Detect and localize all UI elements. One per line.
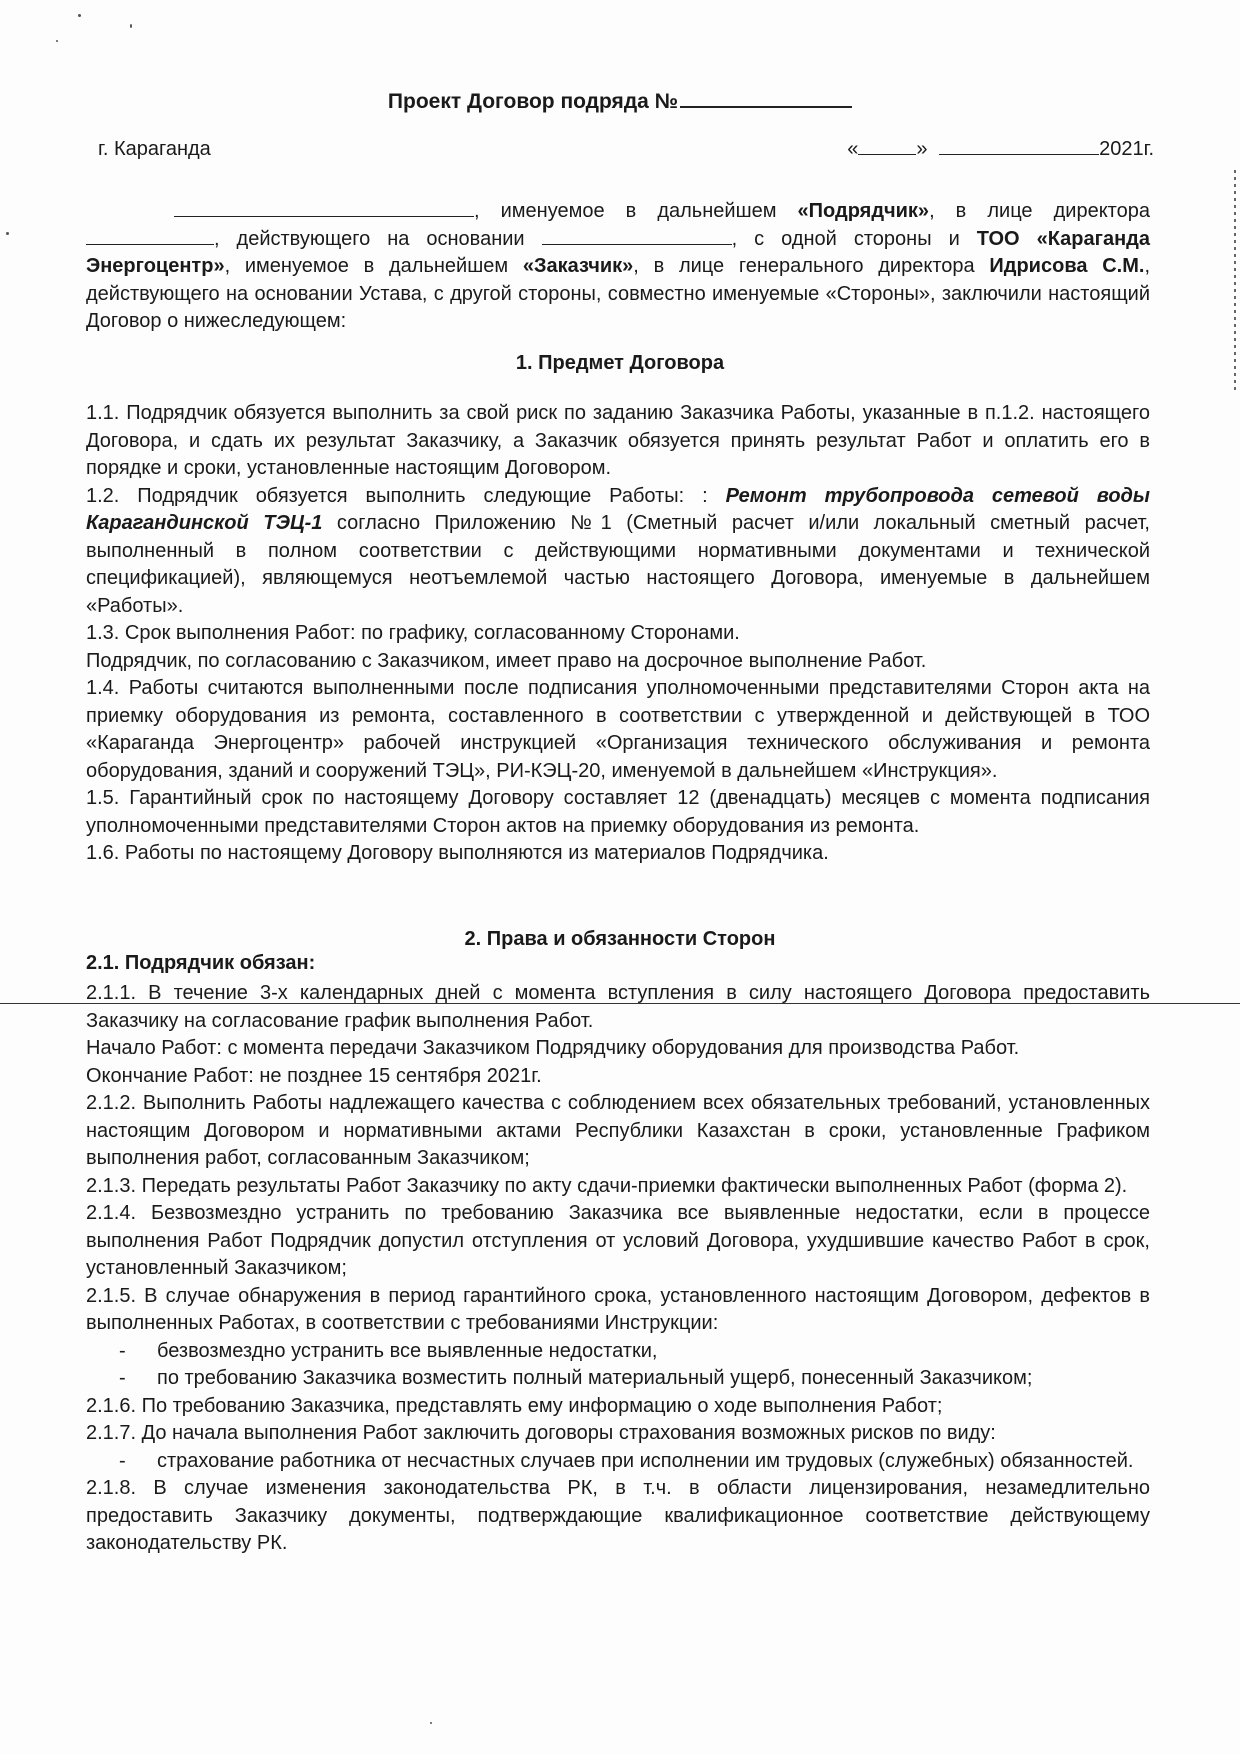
clause-2-1-4: 2.1.4. Безвозмездно устранить по требованию Заказчика все выявленные недостатки, если в процессе выполнения Работ Подрядчик допустил отступления от условий Договора, ухудшившие качество Работ в срок, установленный Заказчиком;: [86, 1202, 1150, 1279]
list-item: - по требованию Заказчика возместить полный материальный ущерб, понесенный Заказчиком;: [86, 1365, 1150, 1393]
month-blank: [939, 138, 1099, 155]
section-1-heading: 1. Предмет Договора: [515, 352, 725, 374]
clause-1-3: 1.3. Срок выполнения Работ: по графику, согласованному Сторонами.: [86, 622, 740, 644]
scan-speck: [130, 24, 132, 28]
director-name: Идрисова С.М.: [989, 255, 1145, 277]
day-blank: [858, 138, 916, 155]
basis-blank: [542, 228, 732, 245]
section-1-body: [86, 400, 1150, 868]
city: г. Караганда: [98, 138, 211, 160]
contractor-label: «Подрядчик»: [797, 200, 930, 222]
clause-1-2: [86, 483, 1150, 621]
clause-text: 1.2. Подрядчик обязуется выполнить следующие Работы: :: [86, 484, 726, 507]
scan-speck: [78, 14, 81, 17]
contractor-name-blank: [174, 200, 474, 217]
clause-2-1-7: 2.1.7. До начала выполнения Работ заключить договоры страхования возможных рисков по виду:: [86, 1422, 996, 1444]
clause-1-1: 1.1. Подрядчик обязуется выполнить за свой риск по заданию Заказчика Работы, указанные в п.1.2. настоящего Договора, и сдать их результат Заказчику, а Заказчик обязуется принять результат Работ и оплатить его в порядке и сроки, установленные настоящим Договором.: [86, 402, 1150, 479]
preamble-text: , с одной стороны и: [731, 227, 977, 250]
scan-speck: [56, 40, 58, 42]
list-item: - безвозмездно устранить все выявленные недостатки,: [86, 1338, 1150, 1366]
section-2-body: [86, 980, 1150, 1558]
director-blank: [86, 228, 214, 245]
date-year: 2021г.: [1099, 138, 1154, 160]
contract-date: [847, 138, 1154, 161]
work-title: Ремонт трубопровода сетевой воды Карагандинской ТЭЦ-1: [86, 484, 1150, 534]
contract-number-blank: [680, 88, 852, 108]
preamble-text: , в лице генерального директора: [633, 255, 990, 277]
clause-1-5: 1.5. Гарантийный срок по настоящему Договору составляет 12 (двенадцать) месяцев с момента подписания уполномоченными представителями Сторон актов на приемку оборудования из ремонта.: [86, 787, 1150, 837]
clause-text: согласно Приложению №1 (Сметный расчет и/или локальный сметный расчет, выполненный в полном соответствии с действующими нормативными документами и технической спецификацией), являющемуся неотъемлемой частью настоящего Договора, именуемые в дальнейшем «Работы».: [86, 512, 1150, 617]
clause-2-1-5: 2.1.5. В случае обнаружения в период гарантийного срока, установленного настоящим Договором, дефектов в выполненных Работах, в соответствии с требованиями Инструкции:: [86, 1284, 1150, 1334]
work-start: Начало Работ: с момента передачи Заказчиком Подрядчику оборудования для производства Работ.: [86, 1037, 1020, 1059]
customer-label: «Заказчик»: [522, 255, 634, 277]
title-text: Проект Договор подряда №: [387, 90, 679, 113]
clause-2-1-1: 2.1.1. В течение 3-х календарных дней с момента вступления в силу настоящего Договора предоставить Заказчику на согласование график выполнения Работ.: [86, 982, 1150, 1032]
clause-2-1-6: 2.1.6. По требованию Заказчика, представлять ему информацию о ходе выполнения Работ;: [86, 1394, 943, 1417]
preamble: [86, 198, 1150, 336]
section-2-heading: 2. Права и обязанности Сторон: [464, 928, 776, 950]
preamble-text: , действующего на основании Устава, с другой стороны, совместно именуемые «Стороны», заключили настоящий Договор о нижеследующем:: [86, 255, 1150, 332]
preamble-text: , именуемое в дальнейшем: [224, 255, 523, 277]
customer-org: ТОО «Караганда Энергоцентр»: [86, 227, 1150, 277]
clause-2-1-8: 2.1.8. В случае изменения законодательства РК, в т.ч. в области лицензирования, незамедлительно предоставить Заказчику документы, подтверждающие квалификационное соответствие действующему законодательству РК.: [86, 1477, 1150, 1554]
section-2-1-heading: 2.1. Подрядчик обязан:: [86, 952, 316, 974]
page-title: [0, 88, 1240, 114]
clause-2-1-3: 2.1.3. Передать результаты Работ Заказчику по акту сдачи-приемки фактически выполненных Работ (форма 2).: [86, 1174, 1128, 1197]
preamble-text: , именуемое в дальнейшем: [474, 200, 798, 222]
scan-speck: [430, 1722, 432, 1724]
date-open-quote: «: [847, 138, 859, 160]
clause-1-4: 1.4. Работы считаются выполненными после подписания уполномоченными представителями Сторон акта на приемку оборудования из ремонта, составленного в соответствии с утвержденной и действующей в ТОО «Караганда Энергоцентр» рабочей инструкцией «Организация технического обслуживания и ремонта оборудования, зданий и сооружений ТЭЦ», РИ-КЭЦ-20, именуемой в дальнейшем «Инструкция».: [86, 677, 1150, 782]
clause-1-3-note: Подрядчик, по согласованию с Заказчиком, имеет право на досрочное выполнение Работ.: [86, 649, 927, 672]
clause-1-6: 1.6. Работы по настоящему Договору выполняются из материалов Подрядчика.: [86, 842, 829, 864]
work-end: Окончание Работ: не позднее 15 сентября 2021г.: [86, 1064, 542, 1087]
preamble-text: , действующего на основании: [214, 227, 542, 250]
preamble-text: , в лице директора: [929, 200, 1150, 222]
date-close-quote: »: [916, 138, 928, 160]
clause-2-1-2: 2.1.2. Выполнить Работы надлежащего качества с соблюдением всех обязательных требований, установленных настоящим Договором и нормативными актами Республики Казахстан в сроки, установленные Графиком выполнения работ, согласованным Заказчиком;: [86, 1092, 1150, 1169]
list-item: - страхование работника от несчастных случаев при исполнении им трудовых (служебных) обязанностей.: [86, 1448, 1150, 1476]
scan-speck: [6, 232, 9, 235]
